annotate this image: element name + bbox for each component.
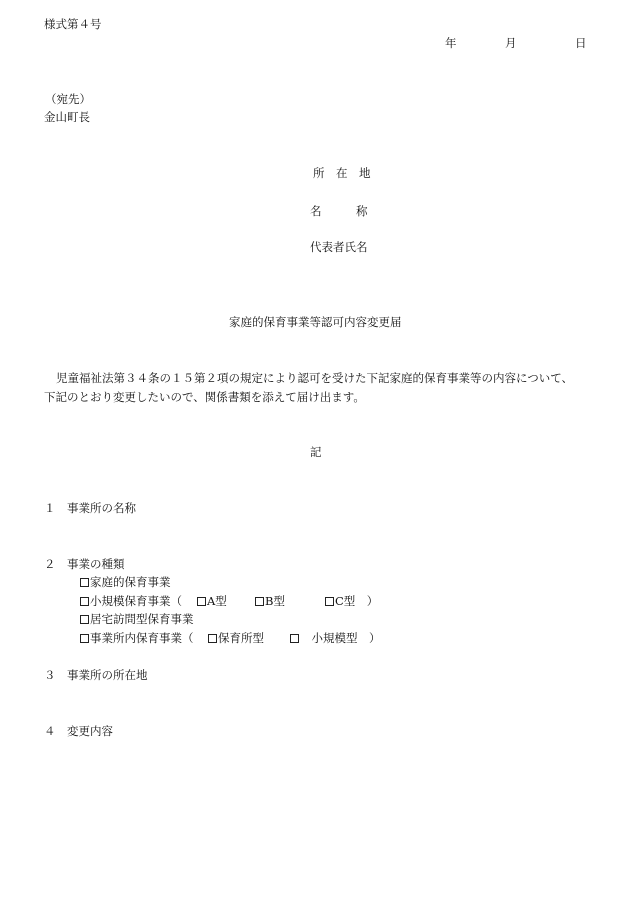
option-small-type	[290, 633, 381, 645]
date-year-label: 年	[445, 36, 457, 50]
date-day-label: 日	[575, 36, 587, 50]
item4-number: ４	[44, 724, 56, 738]
checkbox-nursery-type[interactable]	[208, 634, 217, 643]
item3-number: ３	[44, 668, 56, 682]
addressee-label: （宛先）	[45, 92, 91, 106]
option-type-c-label: C型 ）	[335, 594, 379, 608]
address-label: 所 在 地	[313, 166, 371, 180]
addressee-name: 金山町長	[44, 110, 90, 124]
item1-label: 事業所の名称	[67, 501, 136, 515]
checkbox-home-visit[interactable]	[80, 615, 89, 624]
option-small-scale-label: 小規模保育事業（	[90, 594, 182, 608]
checkbox-type-b[interactable]	[255, 597, 264, 606]
option-workplace	[80, 633, 194, 645]
option-family-daycare	[80, 577, 171, 589]
option-type-a	[197, 596, 227, 608]
document-title: 家庭的保育事業等認可内容変更届	[229, 315, 402, 329]
option-workplace-label: 事業所内保育事業（	[90, 631, 194, 645]
item3-label: 事業所の所在地	[67, 668, 148, 682]
name-label: 名 称	[310, 204, 368, 218]
item1-number: １	[44, 501, 56, 515]
option-home-visit	[80, 614, 194, 626]
ki-heading: 記	[310, 445, 322, 459]
body-line-1: 児童福祉法第３４条の１５第２項の規定により認可を受けた下記家庭的保育事業等の内容について、	[56, 371, 574, 385]
option-family-daycare-label: 家庭的保育事業	[90, 575, 171, 589]
item2-number: ２	[44, 557, 56, 571]
item4-label: 変更内容	[67, 724, 113, 738]
checkbox-small-scale[interactable]	[80, 597, 89, 606]
checkbox-workplace[interactable]	[80, 634, 89, 643]
option-small-scale	[80, 596, 182, 608]
option-type-c	[325, 596, 378, 608]
body-line-2: 下記のとおり変更したいので、関係書類を添えて届け出ます。	[44, 390, 365, 404]
option-nursery-type-label: 保育所型	[218, 631, 264, 645]
option-type-b	[255, 596, 285, 608]
item2-label: 事業の種類	[67, 557, 125, 571]
option-type-b-label: B型	[265, 594, 285, 608]
option-nursery-type	[208, 633, 264, 645]
option-home-visit-label: 居宅訪問型保育事業	[90, 612, 194, 626]
checkbox-small-type[interactable]	[290, 634, 299, 643]
date-month-label: 月	[505, 36, 517, 50]
checkbox-family-daycare[interactable]	[80, 578, 89, 587]
option-type-a-label: A型	[207, 594, 227, 608]
option-small-type-label: 小規模型 ）	[300, 631, 381, 645]
checkbox-type-a[interactable]	[197, 597, 206, 606]
checkbox-type-c[interactable]	[325, 597, 334, 606]
form-number: 様式第４号	[44, 17, 102, 31]
representative-label: 代表者氏名	[310, 240, 368, 254]
